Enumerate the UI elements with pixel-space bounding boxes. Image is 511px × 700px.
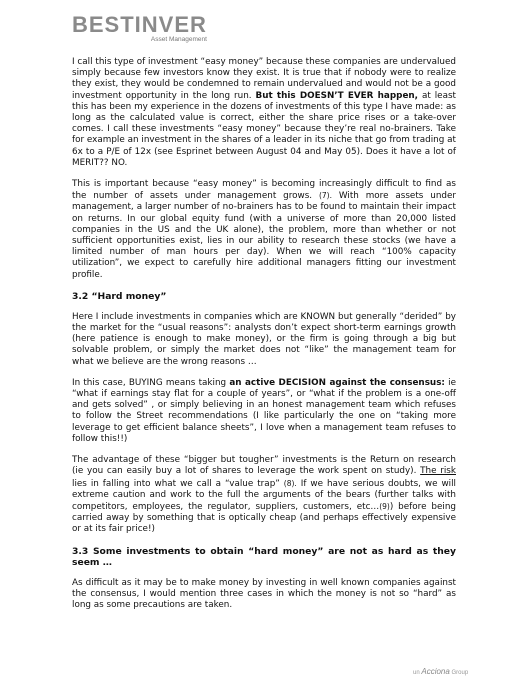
paragraph-easy-money: I call this type of investment “easy money” because these companies are undervalued simply because few investors know they exist. It is true that if nobody were to realize they exist, they would be condemned to remain undervalued and would not be a good investment opportunity in the long run. But this DOESN’T EVER happen, at least this has been my experience in the dozens of investments of this type I have made: as long as the calculated value is correct, either the share price rises or a take-over comes. I call these investments “easy money” because they’re real no-brainers. Take for example an investment in the shares of a leader in its niche that go from trading at 6x to a P/E of 12x (see Esprinet between August 04 and May 05). Does it have a lot of MERIT?? NO. [72,57,457,168]
logo-name: BESTINVER [72,12,207,37]
paragraph-consensus-decision: In this case, BUYING means taking an active DECISION against the consensus: ie “what if earnings stay flat for a couple of years”, or “what if the problem is a one-off and gets solved” , or simply believing in an honest management team which refuses to follow the Street recommendations (I like particularly the one on “taking more leverage to get efficient balance sheets”, I love when a management team refuses to follow this!!) [72,377,457,444]
company-logo [72,14,207,44]
underlined-risk: The risk [420,466,456,477]
paragraph-value-trap: The advantage of these “bigger but tougher” investments is the Return on research (ie you can easily buy a lot of shares to leverage the work spent on study). The risk lies in falling into what we call a “value trap” (8). If we have serious doubts, we will extreme caution and work to the full the arguments of the bears (further talks with competitors, employees, the regulator, suppliers, customers, etc…(9)) before being carried away by something that is optically cheap (and perhaps effectively expensive or at its fair price!) [72,455,457,535]
paragraph-derided-companies: Here I include investments in companies which are KNOWN but generally “derided” by the market for the “usual reasons”: analysts don’t expect short-term earnings growth (here patience is enough to make money), or the firm is going through a big but solvable problem, or simply the market does not “like” the management team for what we believe are the wrong reasons … [72,311,456,367]
paragraph-assets-growth: This is important because “easy money” is becoming increasingly difficult to find as the number of assets under management grows. (7). With more assets under management, a larger number of no-brainers has to be found to maintain their impact on returns. In our global equity fund (with a universe of more than 20,000 listed companies in the US and the UK alone), the problem, more than whether or not sufficient opportunities exist, lies in our ability to research these stocks (we have a limited number of man hours per day). When we will reach “100% capacity utilization”, we expect to carefully hire additional managers fitting our investment profile. [72,179,457,280]
paragraph-three-cases: As difficult as it may be to make money by investing in well known companies against the consensus, I would mention three cases in which the money is not so “hard” as long as some precautions are taken. [72,577,456,610]
footnote-ref: (8). [283,478,297,488]
section-heading-not-so-hard: 3.3 Some investments to obtain “hard money” are not as hard as they seem … [72,545,456,568]
document-body [72,57,456,621]
section-heading-hard-money: 3.2 “Hard money” [72,290,167,302]
footer-group-logo: un Acciona Group [413,667,469,676]
footnote-ref: (7). [318,191,332,201]
logo-subtitle: Asset Management [150,36,207,43]
footnote-ref: (9) [379,501,390,511]
